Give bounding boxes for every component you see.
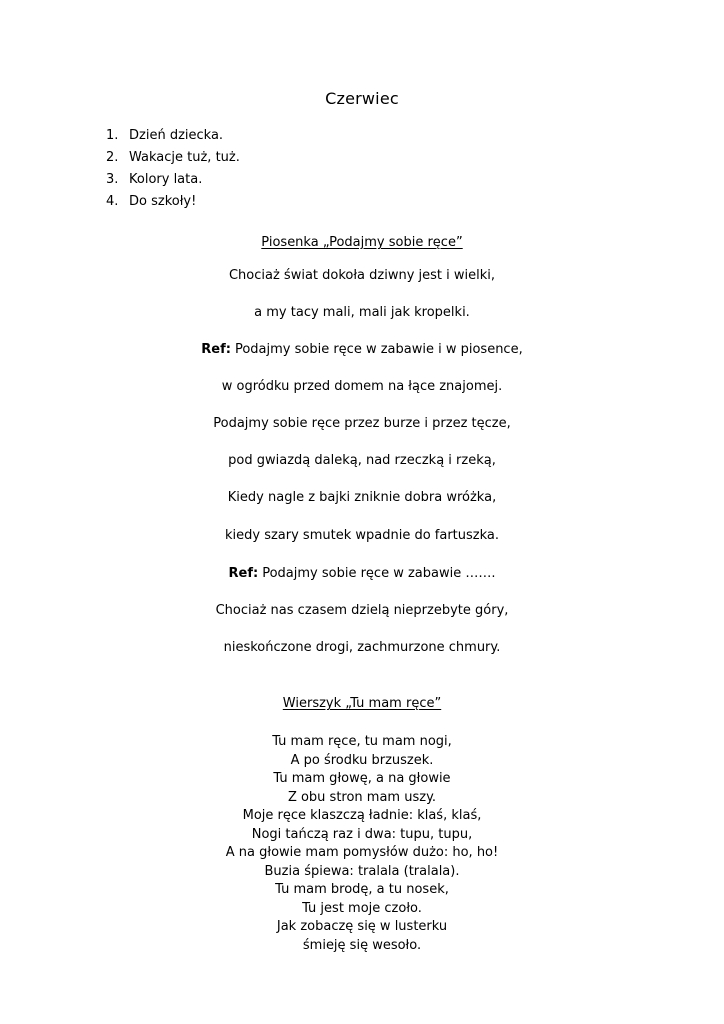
list-text: Do szkoły! [129, 194, 197, 209]
list-item [106, 147, 240, 169]
poem-heading: Wierszyk „Tu mam ręce” [282, 696, 442, 711]
list-text: Dzień dziecka. [129, 128, 224, 143]
list-text: Wakacje tuż, tuż. [129, 150, 240, 165]
poem-line: Tu mam głowę, a na głowie [273, 771, 451, 786]
list-item [106, 125, 240, 147]
song-line: kiedy szary smutek wpadnie do fartuszka. [224, 528, 500, 543]
poem-line: śmieję się wesoło. [302, 937, 422, 953]
poem-body [0, 733, 724, 955]
list-text: Kolory lata. [129, 172, 203, 187]
song-heading: Piosenka „Podajmy sobie ręce” [261, 235, 463, 250]
refrain-label: Ref: [201, 342, 231, 357]
topic-list [106, 125, 240, 213]
poem-line: Tu mam brodę, a tu nosek, [275, 882, 449, 897]
list-number: 1. [106, 128, 119, 143]
list-item [106, 191, 240, 213]
poem-line: Z obu stron mam uszy. [287, 789, 437, 805]
refrain-label: Ref: [228, 566, 259, 581]
song-line: pod gwiazdą daleką, nad rzeczką i rzeką, [228, 453, 496, 468]
poem-line: Jak zobaczę się w lusterku [276, 919, 448, 934]
song-line: Podajmy sobie ręce przez burze i przez tęcze, [213, 416, 511, 431]
list-number: 3. [106, 172, 119, 187]
list-number: 4. [106, 194, 119, 209]
poem-line: Tu mam ręce, tu mam nogi, [272, 734, 452, 749]
song-line: Chociaż nas czasem dzielą nieprzebyte góry, [215, 603, 509, 618]
poem-line: Tu jest moje czoło. [302, 900, 422, 916]
song-line: Chociaż świat dokoła dziwny jest i wielki, [228, 268, 496, 283]
song-line-refrain: Ref: Podajmy sobie ręce w zabawie ……. [228, 566, 496, 581]
song-line: a my tacy mali, mali jak kropelki. [254, 305, 470, 320]
song-line-refrain: Ref: Podajmy sobie ręce w zabawie i w piosence, [201, 342, 523, 357]
poem-line: Buzia śpiewa: tralala (tralala). [264, 863, 460, 879]
poem-line: A po środku brzuszek. [290, 752, 434, 768]
poem-line: Moje ręce klaszczą ładnie: klaś, klaś, [242, 808, 482, 823]
song-line: Kiedy nagle z bajki zniknie dobra wróżka, [227, 490, 497, 505]
list-number: 2. [106, 150, 119, 165]
poem-line: Nogi tańczą raz i dwa: tupu, tupu, [251, 826, 473, 842]
poem-line: A na głowie mam pomysłów dużo: ho, ho! [225, 845, 499, 860]
song-line: nieskończone drogi, zachmurzone chmury. [223, 640, 501, 655]
song-line: w ogródku przed domem na łące znajomej. [221, 379, 503, 394]
list-item [106, 169, 240, 191]
page-title: Czerwiec [325, 89, 399, 108]
